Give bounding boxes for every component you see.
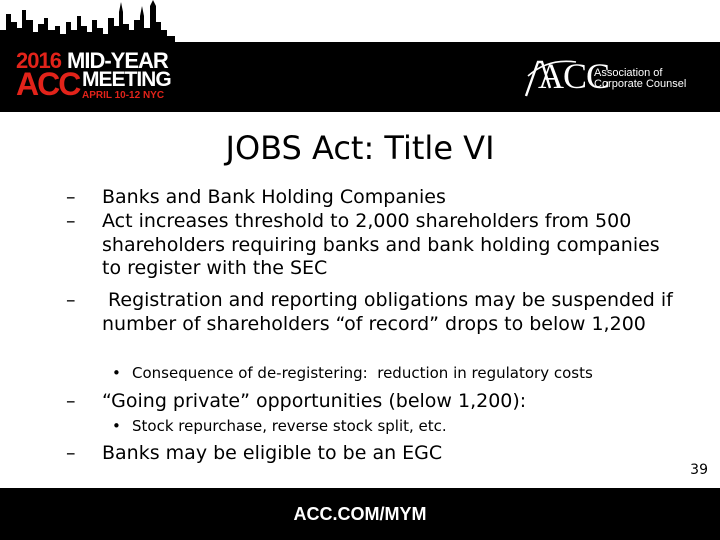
- list-item-text: Banks may be eligible to be an EGC: [102, 442, 443, 464]
- list-item-text: Banks and Bank Holding Companies: [102, 186, 446, 208]
- list-item-text: Registration and reporting obligations may be suspended if number of shareholders “of record” drops to below 1,200: [102, 289, 679, 335]
- footer-url[interactable]: ACC.COM/MYM: [293, 504, 427, 524]
- slide-title: JOBS Act: Title VI: [225, 129, 495, 167]
- logo-acc: ACC: [16, 66, 80, 102]
- sub-list-item-text: Consequence of de-registering: reduction in regulatory costs: [132, 364, 593, 382]
- footer-band: [0, 488, 720, 540]
- association-name: Association of Corporate Counsel: [594, 67, 687, 90]
- logo-meeting: MEETING: [82, 68, 171, 91]
- list-item-text: “Going private” opportunities (below 1,200):: [102, 390, 527, 412]
- bullet-marker: •: [112, 417, 121, 435]
- bullet-marker: •: [112, 364, 121, 382]
- dash-marker: –: [66, 390, 76, 412]
- mid-year-meeting-logo: [16, 50, 176, 104]
- logo-dates: APRIL 10-12 NYC: [82, 90, 165, 101]
- slide-number: 39: [690, 462, 708, 478]
- logo-year: 2016: [16, 48, 61, 73]
- dash-marker: –: [66, 442, 76, 464]
- dash-marker: –: [66, 210, 76, 232]
- list-item-text: Act increases threshold to 2,000 shareholders from 500 shareholders requiring banks and bank holding companies to register with the SEC: [102, 210, 660, 279]
- association-logo: [524, 56, 694, 100]
- dash-marker: –: [66, 186, 76, 208]
- logo-mid-year: MID-YEAR: [67, 48, 168, 73]
- header-band: [0, 0, 720, 112]
- acc-wordmark: ACC: [538, 56, 610, 96]
- sub-list-item-text: Stock repurchase, reverse stock split, etc.: [132, 417, 447, 435]
- dash-marker: –: [66, 289, 76, 311]
